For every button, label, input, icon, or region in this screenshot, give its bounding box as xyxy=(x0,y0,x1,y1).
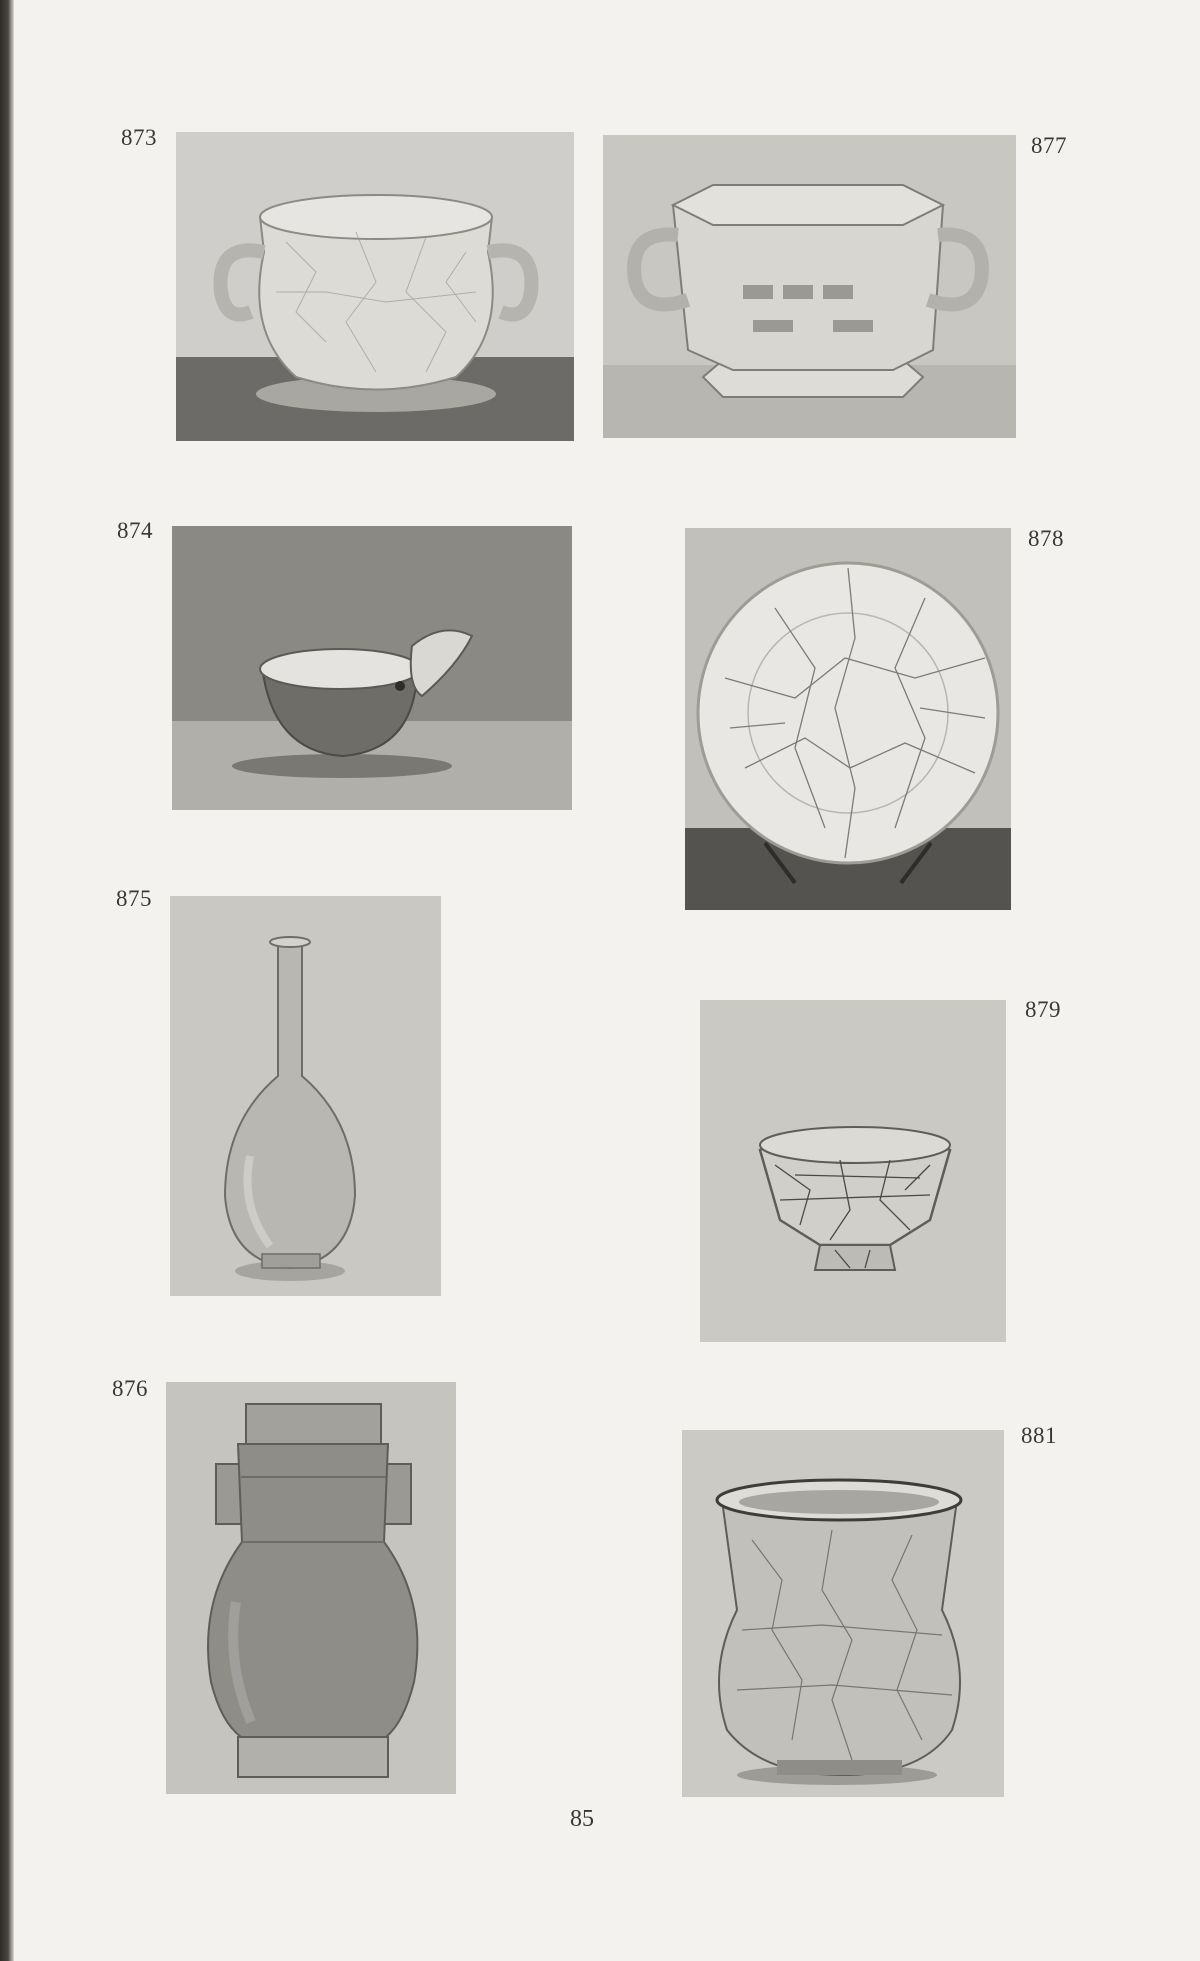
book-spine-edge xyxy=(0,0,14,1961)
lot-number-879: 879 xyxy=(1025,997,1061,1022)
page-number: 85 xyxy=(570,1806,594,1832)
lot-number-878: 878 xyxy=(1028,526,1064,551)
lot-number-877: 877 xyxy=(1031,133,1067,158)
photo-lot-874-cup xyxy=(172,526,572,810)
photo-lot-881-jar xyxy=(682,1430,1004,1797)
lot-number-875: 875 xyxy=(116,886,152,911)
photo-lot-878-dish xyxy=(685,528,1011,910)
lot-number-876: 876 xyxy=(112,1376,148,1401)
photo-lot-873-censer xyxy=(176,132,574,441)
photo-lot-877-octagonal-censer xyxy=(603,135,1016,438)
lot-number-873: 873 xyxy=(121,125,157,150)
photo-lot-879-octagonal-cup xyxy=(700,1000,1006,1342)
lot-number-881: 881 xyxy=(1021,1423,1057,1448)
lot-number-874: 874 xyxy=(117,518,153,543)
photo-lot-875-bottle-vase xyxy=(170,896,441,1296)
photo-lot-876-hu-vase xyxy=(166,1382,456,1794)
